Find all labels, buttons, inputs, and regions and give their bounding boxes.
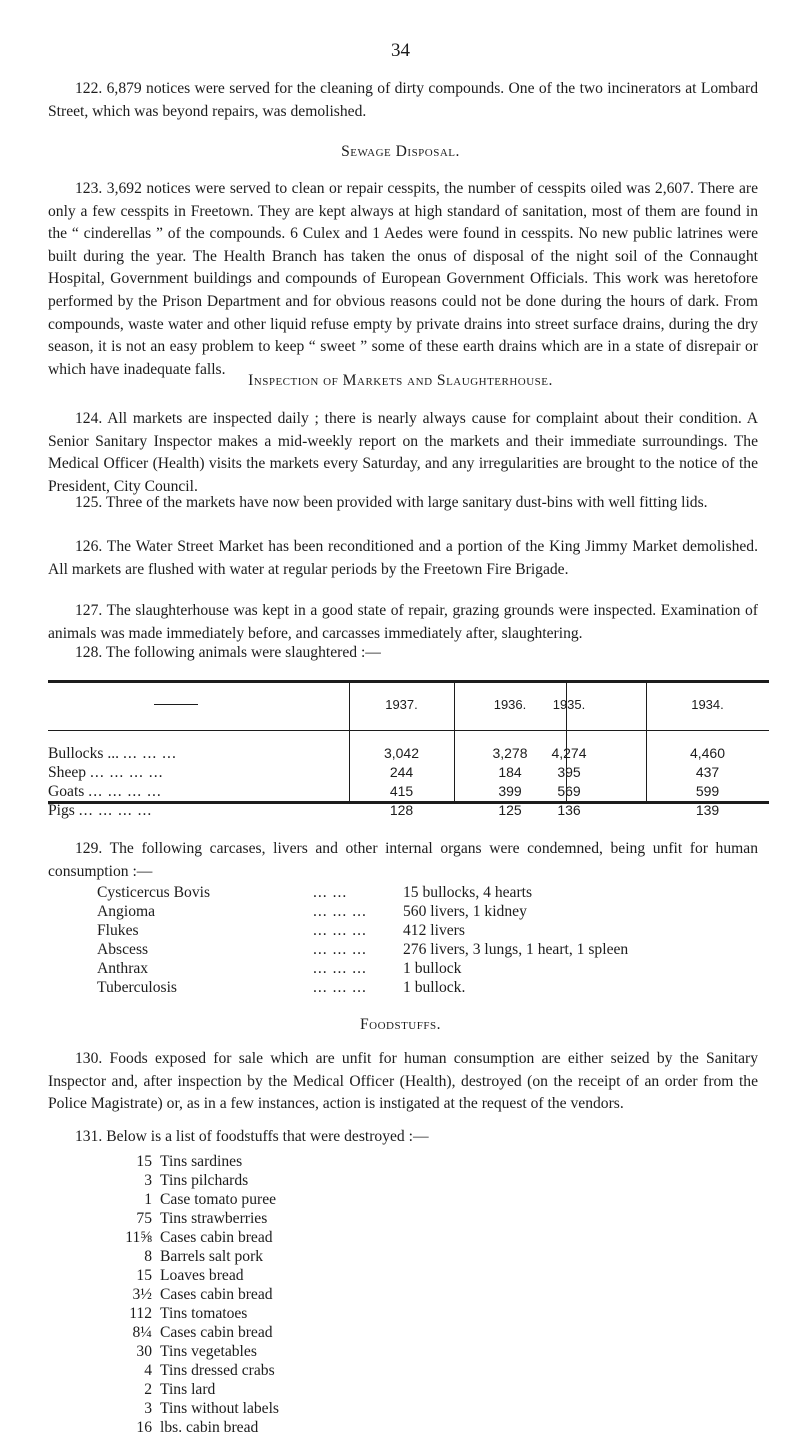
- table-cell: 415: [389, 783, 414, 799]
- table-cell: 599: [695, 783, 720, 799]
- list-item: 8 Barrels salt pork: [144, 1248, 264, 1265]
- list-item: Anthrax ... ... ... 1 bullock: [97, 960, 462, 977]
- animal-label: Goats ... ... ... ...: [48, 783, 162, 800]
- list-item: 4 Tins dressed crabs: [144, 1362, 275, 1379]
- table-row: [48, 782, 769, 801]
- list-item: Abscess ... ... ... 276 livers, 3 lungs, 1 heart, 1 spleen: [97, 941, 629, 958]
- year-header: 1935.: [552, 697, 586, 712]
- table-cell: 395: [557, 764, 581, 780]
- list-item: 11⅝ Cases cabin bread: [125, 1229, 273, 1246]
- table-cell: 399: [498, 783, 522, 799]
- table-cell: 184: [498, 764, 522, 780]
- list-item: 15 Tins sardines: [136, 1153, 243, 1170]
- year-header: 1937.: [385, 697, 418, 712]
- paragraph-129: 129. The following carcases, livers and other internal organs were condemned, being unfit for human consumption :—: [48, 840, 758, 880]
- foodstuffs-list: [114, 1152, 514, 1437]
- animal-label: Bullocks ... ... ... ...: [48, 745, 177, 762]
- heading-foodstuffs: Foodstuffs.: [359, 1016, 442, 1033]
- page-number: 34: [391, 40, 410, 61]
- paragraph-122: 122. 6,879 notices were served for the cleaning of dirty compounds. One of the two incinerators at Lombard Street, which was beyond repairs, was demolished.: [48, 80, 758, 120]
- paragraph-128: 128. The following animals were slaughtered :—: [75, 644, 381, 661]
- table-cell: 128: [389, 802, 414, 818]
- table-header-rule: [48, 730, 769, 731]
- list-item: 3½ Cases cabin bread: [132, 1286, 273, 1303]
- heading-sewage-disposal: Sewage Disposal.: [341, 143, 460, 160]
- list-item: 75 Tins strawberries: [136, 1210, 268, 1227]
- list-item: 15 Loaves bread: [136, 1267, 244, 1284]
- heading-markets-slaughterhouse: Inspection of Markets and Slaughterhouse.: [248, 372, 553, 389]
- table-row: [48, 744, 769, 763]
- paragraph-131: 131. Below is a list of foodstuffs that were destroyed :—: [75, 1128, 429, 1145]
- list-item: 112 Tins tomatoes: [129, 1305, 248, 1322]
- list-item: Tuberculosis ... ... ... 1 bullock.: [97, 979, 466, 996]
- paragraph-123: 123. 3,692 notices were served to clean or repair cesspits, the number of cesspits oiled was 2,607. There are only a few cesspits in Freetown. They are kept always at high standard of sanitation, most of them are found in the “ cinderellas ” of the compounds. 6 Culex and 1 Aedes were found in cesspits. No new public latrines were built during the year. The Health Branch has taken the onus of disposal of the night soil of the Connaught Hospital, Government buildings and compounds of European Government Officials. This work was heretofore performed by the Prison Department and for obvious reasons could not be done during the hours of dark. From compounds, waste water and other liquid refuse empty by private drains into street surface drains, during the dry season, it is not an easy problem to keep “ sweet ” some of these earth drains which are in a state of disrepair or which have inadequate falls.: [48, 180, 758, 378]
- animal-label: Pigs ... ... ... ...: [48, 802, 153, 819]
- table-cell: 569: [557, 783, 581, 799]
- table-cell: 437: [695, 764, 720, 780]
- table-cell: 125: [498, 802, 522, 818]
- condemned-list: [97, 883, 737, 997]
- list-item: 30 Tins vegetables: [136, 1343, 257, 1360]
- table-cell: 3,278: [492, 745, 528, 761]
- list-item: 3 Tins pilchards: [144, 1172, 249, 1189]
- list-item: 1 Case tomato puree: [144, 1191, 277, 1208]
- table-cell: 4,274: [551, 745, 587, 761]
- table-cell: 3,042: [383, 745, 420, 761]
- table-cell: 244: [389, 764, 414, 780]
- paragraph-125: 125. Three of the markets have now been provided with large sanitary dust-bins with well fitting lids.: [75, 494, 708, 511]
- header-dash: [154, 704, 198, 705]
- list-item: 16 lbs. cabin bread: [136, 1419, 259, 1436]
- list-item: 2 Tins lard: [144, 1381, 216, 1398]
- paragraph-126: 126. The Water Street Market has been reconditioned and a portion of the King Jimmy Market demolished. All markets are flushed with water at regular periods by the Freetown Fire Brigade.: [48, 538, 758, 578]
- paragraph-130: 130. Foods exposed for sale which are unfit for human consumption are either seized by the Sanitary Inspector and, after inspection by the Medical Officer (Health), destroyed (on the receipt of an order from the Police Magistrate) or, as in a few instances, action is instigated at the request of the vendors.: [48, 1050, 758, 1113]
- list-item: 3 Tins without labels: [144, 1400, 279, 1417]
- list-item: Cysticercus Bovis ... ... 15 bullocks, 4 hearts: [97, 884, 533, 901]
- animal-label: Sheep ... ... ... ...: [48, 764, 164, 781]
- slaughter-table: [48, 680, 769, 819]
- table-top-rule: [48, 680, 769, 683]
- table-cell: 139: [695, 802, 720, 818]
- table-cell: 136: [557, 802, 581, 818]
- table-row: [48, 763, 769, 782]
- table-row: [48, 801, 769, 820]
- paragraph-124: 124. All markets are inspected daily ; there is nearly always cause for complaint about their condition. A Senior Sanitary Inspector makes a mid-weekly report on the markets and their immediate surroundings. The Medical Officer (Health) visits the markets every Saturday, and any irregularities are brought to the notice of the President, City Council.: [48, 410, 758, 495]
- list-item: 8¼ Cases cabin bread: [132, 1324, 273, 1341]
- year-header: 1936.: [493, 697, 527, 712]
- paragraph-127: 127. The slaughterhouse was kept in a good state of repair, grazing grounds were inspected. Examination of animals was made immediately before, and carcasses immediately after, slaughtering.: [48, 602, 758, 642]
- year-header: 1934.: [691, 697, 724, 712]
- list-item: Angioma ... ... ... 560 livers, 1 kidney: [97, 903, 527, 920]
- list-item: Flukes ... ... ... 412 livers: [97, 922, 465, 939]
- table-cell: 4,460: [689, 745, 726, 761]
